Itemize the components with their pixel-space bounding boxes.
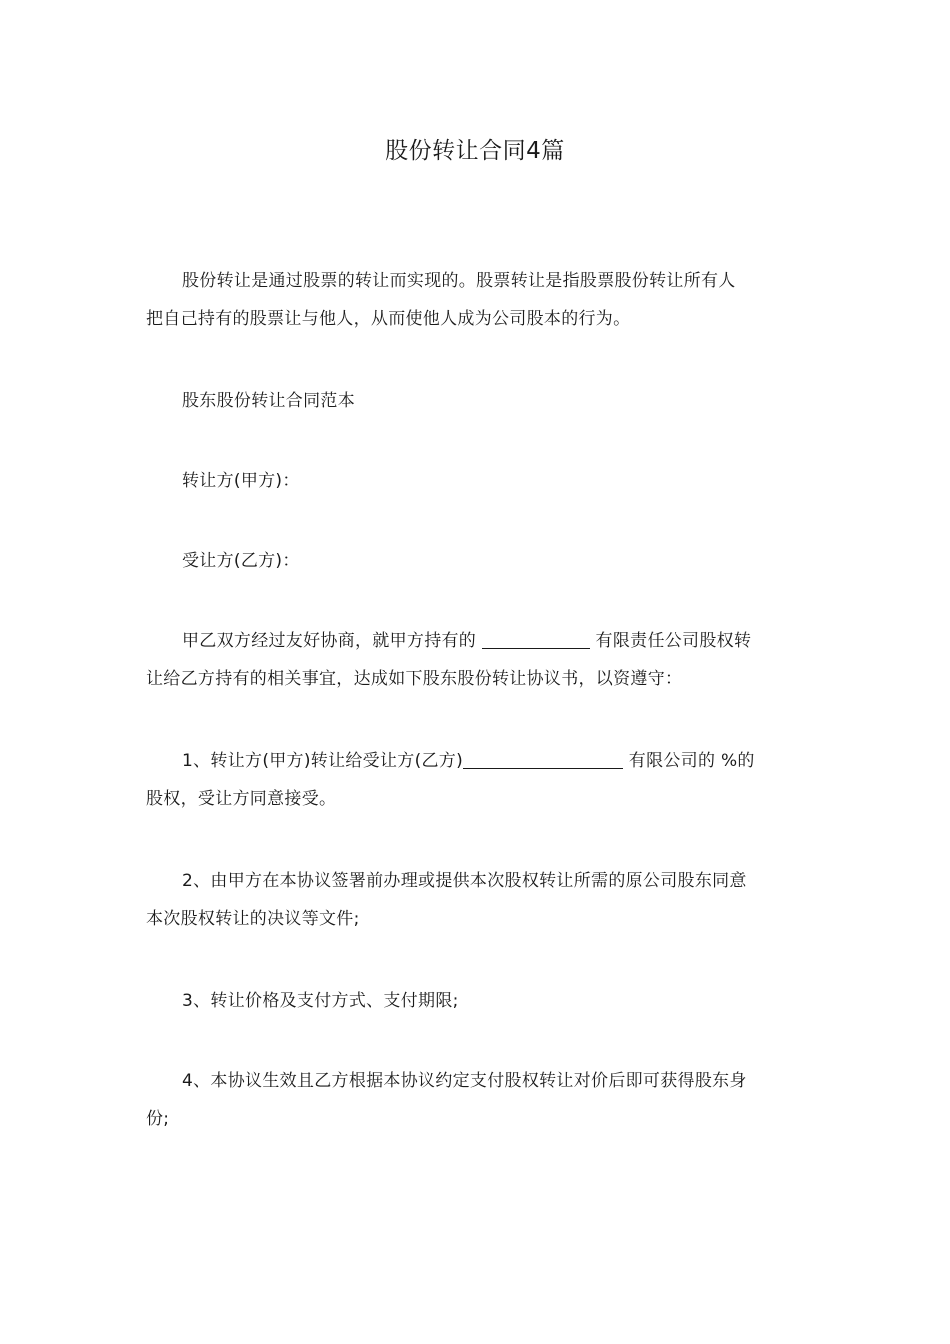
clause-1 (146, 742, 806, 818)
preamble-text-end: 有限责任公司股权转 (595, 631, 752, 651)
party-b-line (146, 542, 806, 580)
clause-2 (146, 862, 806, 938)
template-heading (146, 382, 806, 420)
clause-4-line-1: 4、本协议生效且乙方根据本协议约定支付股权转让对价后即可获得股东身 (182, 1071, 747, 1091)
clause-2-line-1: 2、由甲方在本协议签署前办理或提供本次股权转让所需的原公司股东同意 (182, 871, 747, 891)
intro-paragraph (146, 262, 806, 338)
clause-4-line-2: 份; (146, 1109, 170, 1129)
preamble-paragraph (146, 622, 806, 698)
template-heading-text: 股东股份转让合同范本 (182, 391, 355, 411)
clause-2-line-2: 本次股权转让的决议等文件; (146, 909, 360, 929)
clause-1-text-start: 1、转让方(甲方)转让给受让方(乙方) (182, 751, 464, 771)
clause-4 (146, 1062, 806, 1138)
clause-3-text: 3、转让价格及支付方式、支付期限; (182, 991, 459, 1011)
party-b-label: 受让方(乙方)： (182, 551, 300, 571)
preamble-text-start: 甲乙双方经过友好协商，就甲方持有的 (182, 631, 477, 651)
party-a-line (146, 462, 806, 500)
company-name-blank (482, 630, 590, 649)
clause-3 (146, 982, 806, 1020)
clause-1-line-2: 股权，受让方同意接受。 (146, 789, 337, 809)
clause-1-text-end: 有限公司的 %的 (628, 751, 755, 771)
document-title: 股份转让合同4篇 (385, 138, 565, 164)
intro-line-1: 股份转让是通过股票的转让而实现的。股票转让是指股票股份转让所有人 (182, 271, 736, 291)
intro-line-2: 把自己持有的股票让与他人，从而使他人成为公司股本的行为。 (146, 309, 631, 329)
party-a-label: 转让方(甲方)： (182, 471, 300, 491)
company-blank (463, 750, 623, 769)
preamble-line-2: 让给乙方持有的相关事宜，达成如下股东股份转让协议书，以资遵守： (146, 669, 683, 689)
